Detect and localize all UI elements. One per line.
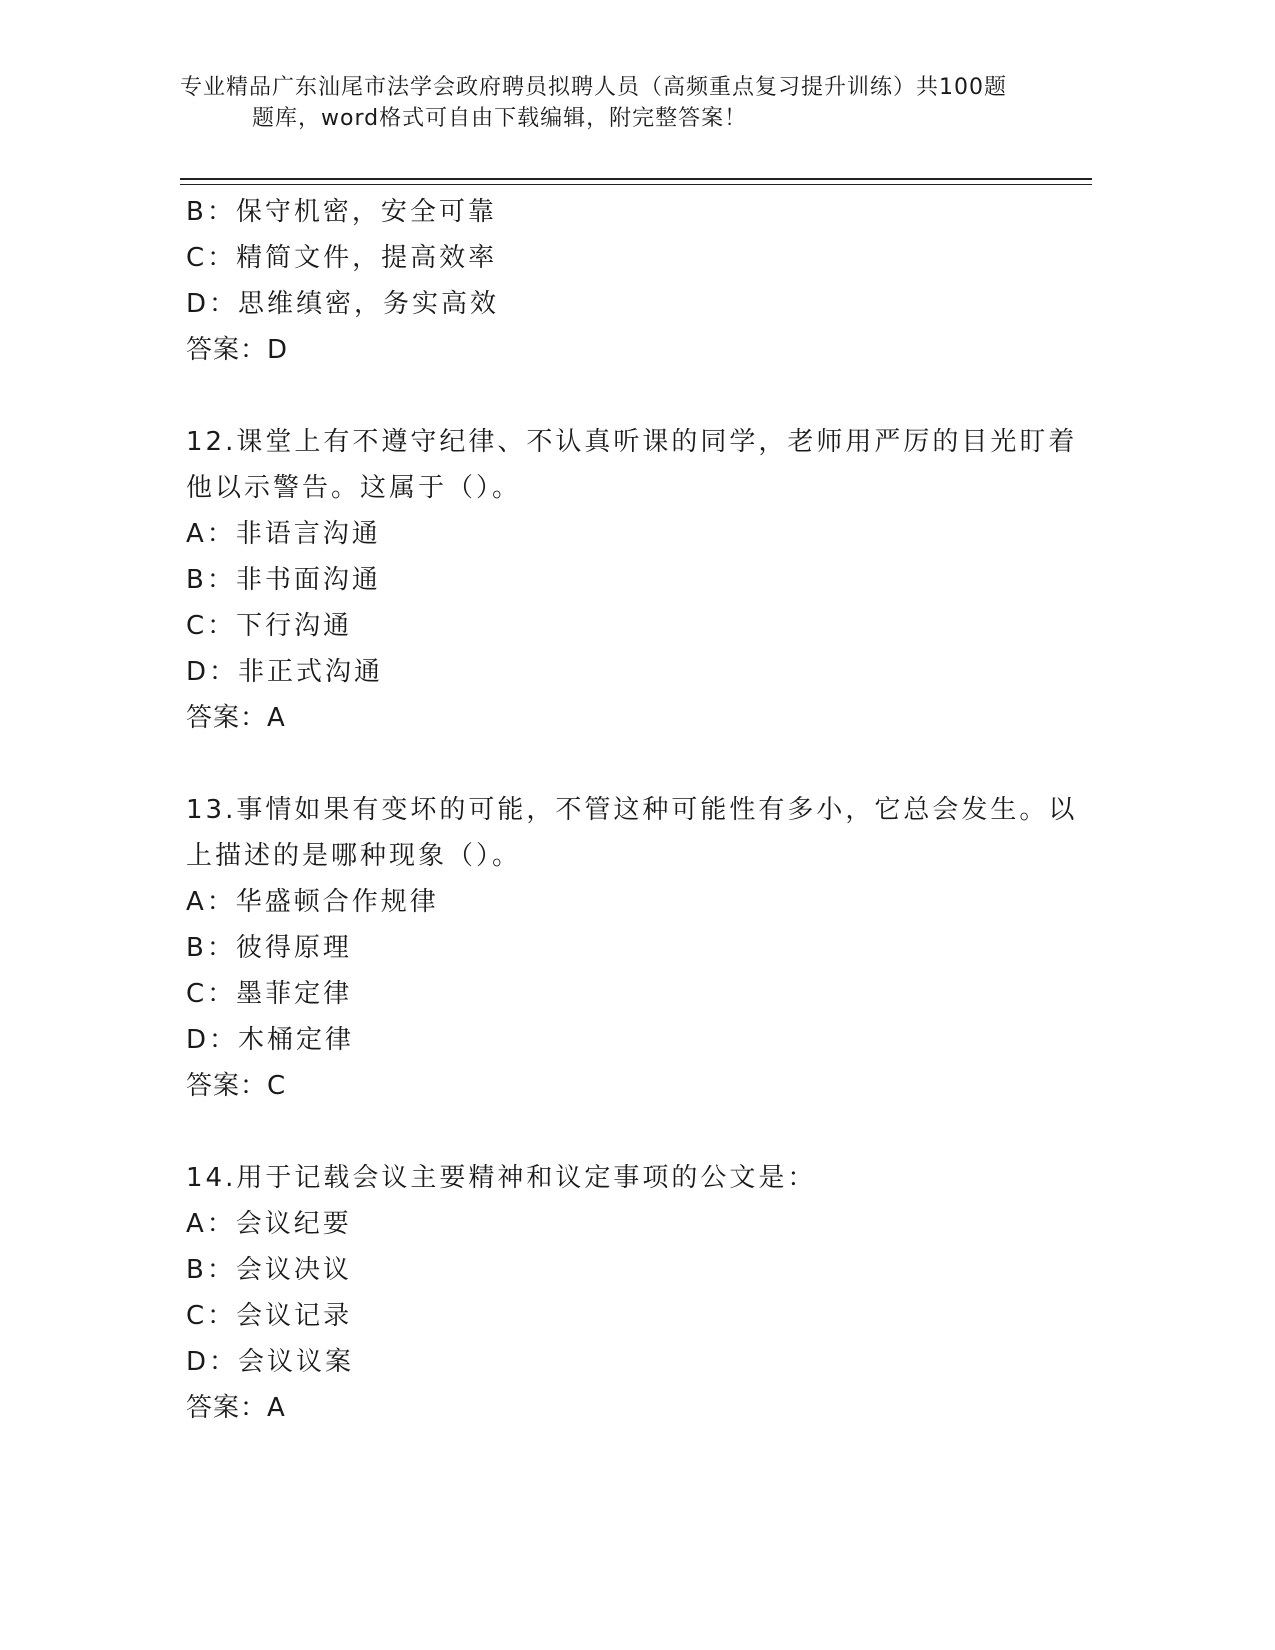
answer-line: 答案：A <box>186 1393 286 1423</box>
option-c: C：下行沟通 <box>186 611 353 641</box>
spacer <box>186 741 1086 787</box>
question-block <box>186 189 1086 373</box>
option-b: B：彼得原理 <box>186 933 352 963</box>
question-stem: 12.课堂上有不遵守纪律、不认真听课的同学，老师用严厉的目光盯着 <box>186 427 1078 457</box>
option-c: C：墨菲定律 <box>186 979 353 1009</box>
question-stem: 14.用于记载会议主要精神和议定事项的公文是： <box>186 1163 817 1193</box>
header-title-line1: 专业精品广东汕尾市法学会政府聘员拟聘人员（高频重点复习提升训练）共100题 <box>180 75 1007 100</box>
option-c: C：精简文件，提高效率 <box>186 243 498 273</box>
document-header <box>180 72 1060 134</box>
option-d: D：思维缜密，务实高效 <box>186 289 500 319</box>
question-list <box>186 189 1086 1431</box>
option-b: B：非书面沟通 <box>186 565 381 595</box>
option-a: A：华盛顿合作规律 <box>186 887 439 917</box>
question-block-12 <box>186 419 1086 741</box>
question-block-14 <box>186 1155 1086 1431</box>
question-stem: 上描述的是哪种现象（）。 <box>186 841 522 871</box>
option-a: A：会议纪要 <box>186 1209 352 1239</box>
answer-line: 答案：C <box>186 1071 287 1101</box>
option-a: A：非语言沟通 <box>186 519 381 549</box>
option-d: D：会议议案 <box>186 1347 355 1377</box>
header-title-line2: 题库，word格式可自由下载编辑，附完整答案！ <box>252 106 748 131</box>
option-b: B：保守机密，安全可靠 <box>186 197 497 227</box>
header-divider-thin <box>180 184 1092 185</box>
option-d: D：木桶定律 <box>186 1025 355 1055</box>
question-stem: 13.事情如果有变坏的可能，不管这种可能性有多小，它总会发生。以 <box>186 795 1078 825</box>
answer-line: 答案：A <box>186 703 286 733</box>
question-stem: 他以示警告。这属于（）。 <box>186 473 522 503</box>
header-divider-thick <box>180 178 1092 180</box>
option-c: C：会议记录 <box>186 1301 353 1331</box>
spacer <box>186 1109 1086 1155</box>
option-d: D：非正式沟通 <box>186 657 384 687</box>
question-block-13 <box>186 787 1086 1109</box>
option-b: B：会议决议 <box>186 1255 352 1285</box>
spacer <box>186 373 1086 419</box>
answer-line: 答案：D <box>186 335 289 365</box>
